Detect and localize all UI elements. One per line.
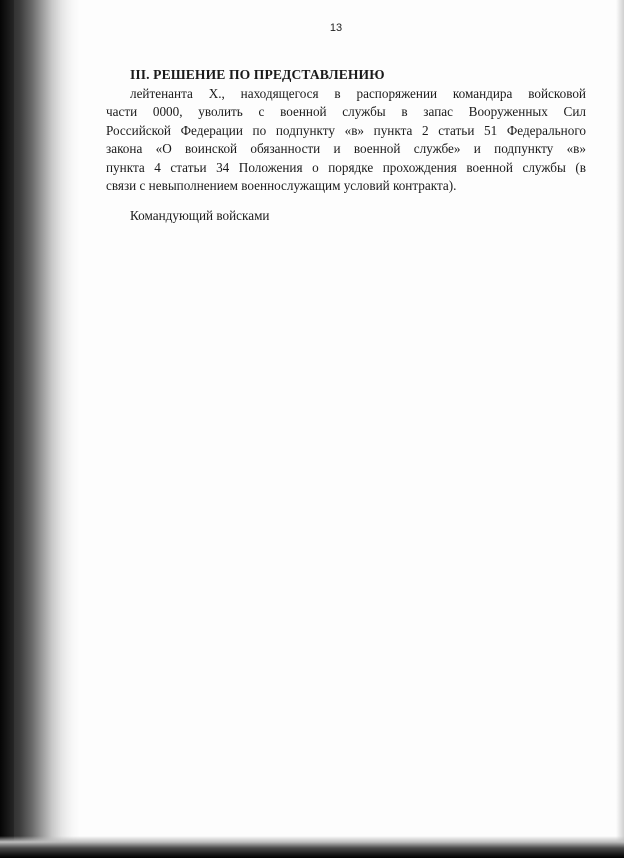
paragraph-line: лейтенанта Х., находящегося в распоряжении командира войсковой [130,85,586,101]
paragraph-line: Российской Федерации по подпункту «в» пункта 2 статьи 51 Федерального [106,122,586,138]
paragraph-line: связи с невыполнением военнослужащим условий контракта). [106,178,457,193]
paragraph-line: закона «О воинской обязанности и военной службе» и подпункту «в» [106,141,586,156]
scan-shadow-bottom [0,836,624,858]
section-heading: III. РЕШЕНИЕ ПО ПРЕДСТАВЛЕНИЮ [130,67,385,82]
decision-section [106,66,586,196]
scan-shadow-right [616,0,624,858]
scan-edge-left [0,0,14,858]
paragraph-line: пункта 4 статьи 34 Положения о порядке прохождения военной службы (в [106,159,586,175]
paragraph-line: части 0000, уволить с военной службы в запас Вооруженных Сил [106,104,586,119]
decision-paragraph [106,85,586,196]
page-number: 13 [329,22,343,34]
signature-title: Командующий войсками [130,208,270,223]
